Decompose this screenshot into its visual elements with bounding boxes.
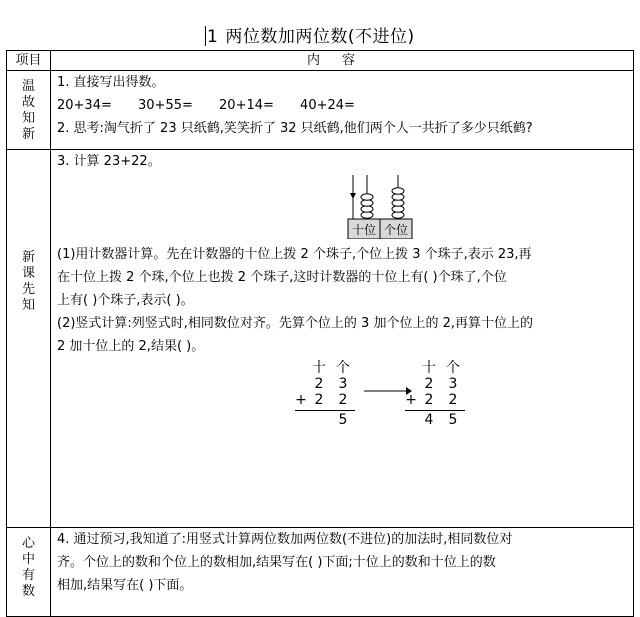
sum-list <box>57 94 627 117</box>
question-1: 1. 直接写出得数。 <box>57 75 165 90</box>
calc-right-rule <box>405 410 465 411</box>
summary-content <box>51 528 634 617</box>
table-row <box>7 71 634 150</box>
title-number: 1 <box>207 27 218 47</box>
calc-left-rule <box>295 410 355 411</box>
ones-bead <box>392 188 404 194</box>
abacus-figure <box>57 173 627 243</box>
ones-bead <box>392 212 404 218</box>
calc-left-head-tens: 十 <box>312 360 326 376</box>
row-label-review: 温 故 知 新 <box>7 71 51 150</box>
tens-bead <box>361 200 373 206</box>
question-3: 3. 计算 23+22。 <box>57 154 161 169</box>
review-content <box>51 71 634 150</box>
title-text: 两位数加两位数(不进位) <box>225 27 415 47</box>
calc-left-head-ones: 个 <box>336 360 350 376</box>
question-2: 2. 思考:淘气折了 23 只纸鹤,笑笑折了 32 只纸鹤,他们两个人一共折了多少只纸鹤? <box>57 121 533 136</box>
calc-right-res-tens: 4 <box>424 412 434 428</box>
ones-bead <box>392 206 404 212</box>
abacus-ones-label: 个位 <box>383 223 409 237</box>
calc-right-plus: + <box>405 392 417 408</box>
tens-bead <box>361 194 373 200</box>
ones-beads <box>392 188 404 218</box>
paragraph-1-line: 上有( )个珠子,表示( )。 <box>57 293 194 308</box>
abacus-tens-label: 十位 <box>351 223 377 237</box>
lesson-table <box>6 50 634 617</box>
ones-bead <box>392 194 404 200</box>
calc-left-plus: + <box>295 392 307 408</box>
calc-right-res-ones: 5 <box>448 412 458 428</box>
sum-item: 40+24= <box>300 98 355 113</box>
ones-bead <box>392 200 404 206</box>
tens-bead <box>361 212 373 218</box>
calc-right-head-ones: 个 <box>446 360 460 376</box>
question-4-line: 相加,结果写在( )下面。 <box>57 578 193 593</box>
question-4-line: 齐。个位上的数和个位上的数相加,结果写在( )下面;十位上的数和十位上的数 <box>57 555 496 570</box>
calc-left-r2-tens: 2 <box>314 392 324 408</box>
calc-left-r1-tens: 2 <box>314 376 324 392</box>
paragraph-2-line: 2 加十位上的 2,结果( )。 <box>57 339 205 354</box>
calc-left-res-ones: 5 <box>338 412 348 428</box>
header-content: 内容 <box>51 51 634 71</box>
sum-item: 30+55= <box>138 98 193 113</box>
paragraph-1-line: (1)用计数器计算。先在计数器的十位上拨 2 个珠子,个位上拨 3 个珠子,表示 23,再 <box>57 247 532 262</box>
abacus-illustration <box>57 173 640 239</box>
calc-left-r2-ones: 2 <box>338 392 348 408</box>
header-item: 项目 <box>7 51 51 71</box>
row-label-summary: 心 中 有 数 <box>7 528 51 617</box>
paragraph-1-line: 在十位上拨 2 个珠,个位上也拨 2 个珠子,这时计数器的十位上有( )个珠了,个位 <box>57 270 507 285</box>
new-lesson-content <box>51 150 634 528</box>
sum-item: 20+14= <box>219 98 274 113</box>
table-row <box>7 528 634 617</box>
calc-right-r2-ones: 2 <box>448 392 458 408</box>
calc-right-r1-tens: 2 <box>424 376 434 392</box>
table-row <box>7 150 634 528</box>
calc-left-r1-ones: 3 <box>338 376 348 392</box>
row-label-new-lesson: 新 课 先 知 <box>7 150 51 528</box>
question-4-line: 4. 通过预习,我知道了:用竖式计算两位数加两位数(不进位)的加法时,相同数位对 <box>57 532 513 547</box>
paragraph-2-line: (2)竖式计算:列竖式时,相同数位对齐。先算个位上的 3 加个位上的 2,再算十位上的 <box>57 316 533 331</box>
sum-item: 20+34= <box>57 98 112 113</box>
vertical-calculation <box>57 358 627 430</box>
tens-beads <box>361 194 373 218</box>
calc-right-head-tens: 十 <box>422 360 436 376</box>
tens-bead <box>361 206 373 212</box>
page-title <box>0 26 640 48</box>
calc-right-r1-ones: 3 <box>448 376 458 392</box>
calc-right-r2-tens: 2 <box>424 392 434 408</box>
